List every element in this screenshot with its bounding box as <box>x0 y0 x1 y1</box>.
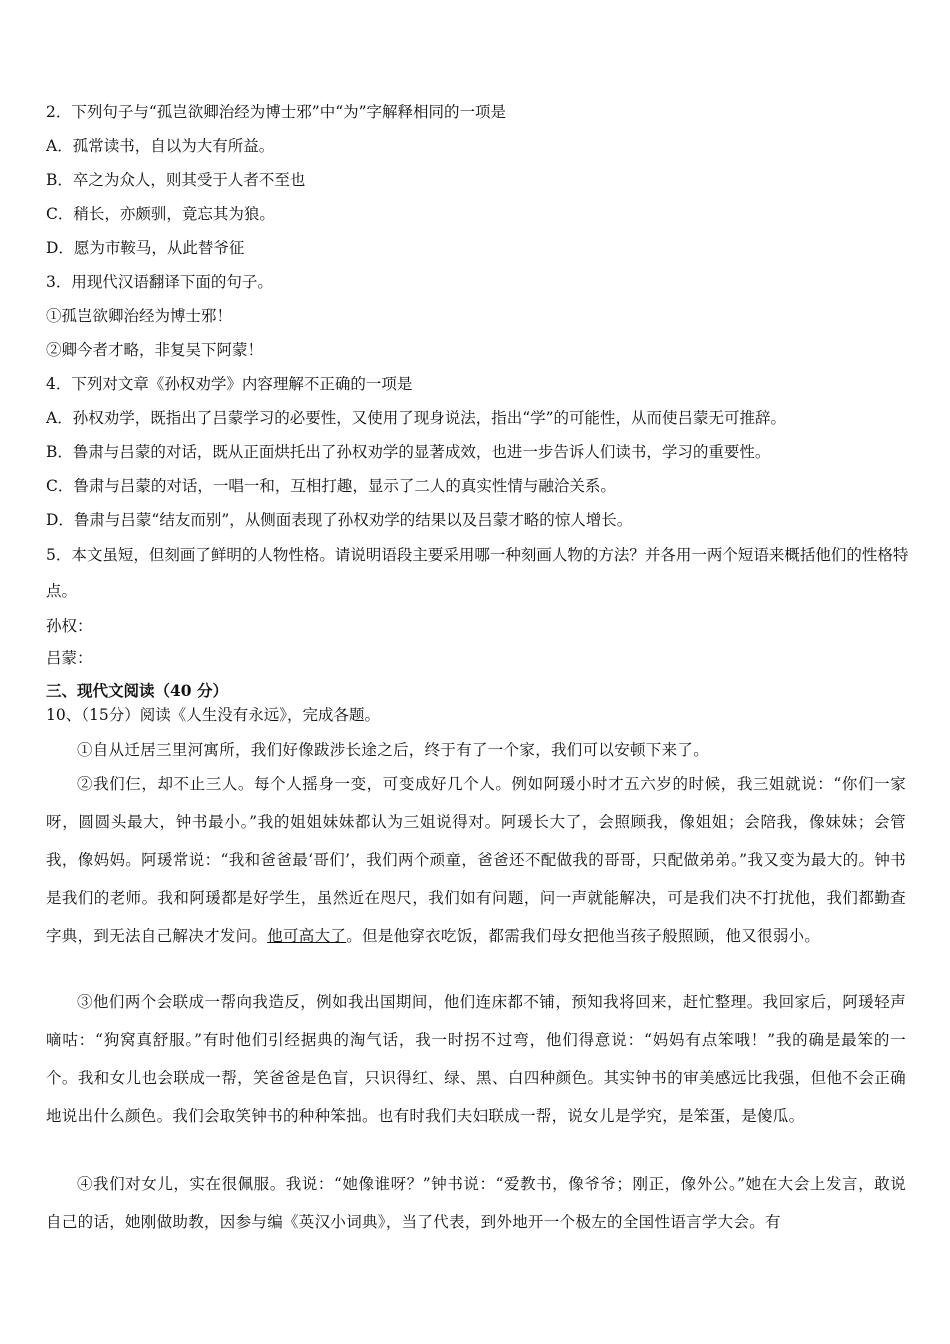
passage-paragraph-1: ①自从迁居三里河寓所，我们好像跋涉长途之后，终于有了一个家，我们可以安顿下来了。 <box>77 741 710 759</box>
q5-stem: 5．本文虽短，但刻画了鲜明的人物性格。请说明语段主要采用哪一种刻画人物的方法？并各用一两个短语来概括他们的性格特点。 <box>46 546 909 600</box>
q2-option-b: B．卒之为众人，则其受于人者不至也 <box>46 171 306 189</box>
q2-option-a: A．孤常读书，自以为大有所益。 <box>46 137 275 155</box>
q5-answer-lvmeng: 吕蒙： <box>46 649 93 667</box>
q4-stem: 4．下列对文章《孙权劝学》内容理解不正确的一项是 <box>46 375 413 393</box>
q3-sentence-1: ①孤岂欲卿治经为博士邪！ <box>46 307 233 325</box>
q4-option-d: D．鲁肃与吕蒙“结友而别”，从侧面表现了孙权劝学的结果以及吕蒙才略的惊人增长。 <box>46 511 633 529</box>
q2-option-d: D．愿为市鞍马，从此替爷征 <box>46 239 245 257</box>
passage-paragraph-3: ③他们两个会联成一帮向我造反，例如我出国期间，他们连床都不铺，预知我将回来，赶忙整理。我回家后，阿瑗轻声嘀咕：“狗窝真舒服。”有时他们引经据典的淘气话，我一时拐不过弯，他们得意说：“妈妈有点笨哦！”我的确是最笨的一个。我和女儿也会联成一帮，笑爸爸是色盲，只识得红、绿、黑、白四种颜色。其实钟书的审美感远比我强，但他不会正确地说出什么颜色。我们会取笑钟书的种种笨拙。也有时我们夫妇联成一帮，说女儿是学究，是笨蛋，是傻瓜。 <box>46 993 906 1125</box>
q10-instruction: 10、（15分）阅读《人生没有永远》，完成各题。 <box>46 706 380 724</box>
q4-option-c: C．鲁肃与吕蒙的对话，一唱一和，互相打趣，显示了二人的真实性情与融洽关系。 <box>46 477 616 495</box>
q3-stem: 3．用现代汉语翻译下面的句子。 <box>46 273 273 291</box>
passage-paragraph-4: ④我们对女儿，实在很佩服。我说：“她像谁呀？”钟书说：“爱教书，像爷爷；刚正，像外公。”她在大会上发言，敢说自己的话，她刚做助教，因参与编《英汉小词典》，当了代表，到外地开一个极左的全国性语言学大会。有 <box>46 1175 906 1231</box>
q2-option-c: C．稍长，亦颇驯，竟忘其为狼。 <box>46 205 275 223</box>
q5-answer-sunquan: 孙权： <box>46 617 93 635</box>
q4-option-b: B．鲁肃与吕蒙的对话，既从正面烘托出了孙权劝学的显著成效，也进一步告诉人们读书，学习的重要性。 <box>46 443 771 461</box>
paragraph-2-text-b: 。但是他穿衣吃饭，都需我们母女把他当孩子般照顾，他又很弱小。 <box>346 927 821 945</box>
q3-sentence-2: ②卿今者才略，非复吴下阿蒙！ <box>46 341 264 359</box>
underlined-phrase: 他可高大了 <box>267 927 347 945</box>
q2-stem: 2．下列句子与“孤岂欲卿治经为博士邪”中“为”字解释相同的一项是 <box>46 103 507 121</box>
section-3-title: 三、现代文阅读（40 分） <box>46 681 228 700</box>
passage-paragraph-2 <box>46 765 906 955</box>
q4-option-a: A．孙权劝学，既指出了吕蒙学习的必要性，又使用了现身说法，指出“学”的可能性，从而使吕蒙无可推辞。 <box>46 409 787 427</box>
paragraph-2-text-a: ②我们仨，却不止三人。每个人摇身一变，可变成好几个人。例如阿瑗小时才五六岁的时候，我三姐就说：“你们一家呀，圆圆头最大，钟书最小。”我的姐姐妹妹都认为三姐说得对。阿瑗长大了，会照顾我，像姐姐；会陪我，像妹妹；会管我，像妈妈。阿瑗常说：“我和爸爸最‘哥们’，我们两个顽童，爸爸还不配做我的哥哥，只配做弟弟。”我又变为最大的。钟书是我们的老师。我和阿瑗都是好学生，虽然近在咫尺，我们如有问题，问一声就能解决，可是我们决不打扰他，我们都勤查字典，到无法自己解决才发问。 <box>46 775 906 945</box>
